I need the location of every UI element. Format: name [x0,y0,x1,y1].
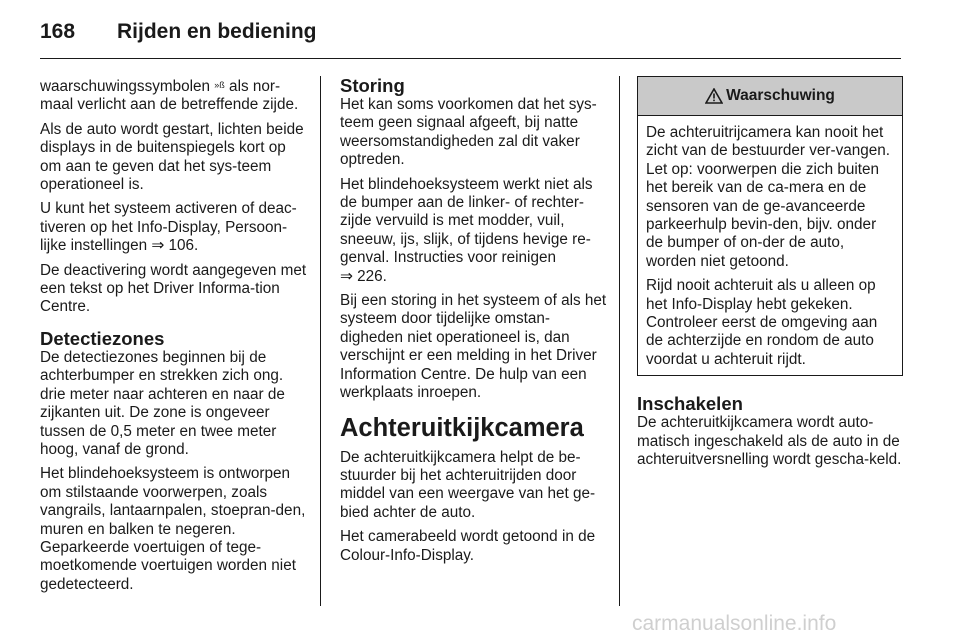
chapter-heading-achteruitkijkcamera: Achteruitkijkcamera [340,413,584,442]
section-heading-storing: Storing [340,75,405,96]
blind-spot-symbol-icon: »ß [214,80,225,90]
paragraph: Bij een storing in het systeem of als het systeem door tijdelijke omstan-digheden niet operationeel is, dan verschijnt er een melding in het Driver Information Centre. De hulp van een werkplaats inroepen. [340,292,607,402]
watermark: carmanualsonline.info [632,612,837,635]
warning-box [637,76,903,376]
text-fragment: als nor-maal verlicht aan de betreffende zijde. [40,78,299,114]
text-fragment: U kunt het systeem activeren of deac-tiveren op het Info-Display, Persoon-lijke instellingen [40,200,297,255]
column-3 [637,76,903,476]
paragraph: De detectiezones beginnen bij de achterbumper en strekken zich ong. drie meter naar achteren en naar de zijkanten uit. De zone is ongeveer tussen de 0,5 meter en twee meter hoog, vanaf de grond. [40,348,285,458]
column-2 [340,76,608,571]
paragraph: De achteruitrijcamera kan nooit het zicht van de bestuurder ver-vangen. Let op: voorwerpen die zich buiten het bereik van de ca-mera en de sensoren van de ge-avanceerde parkeerhulp bevin-den, bijv. onder de bumper of on-der de auto, worden niet getoond. [646,124,891,270]
paragraph: De deactivering wordt aangegeven met een tekst op het Driver Informa-tion Centre. [40,261,307,316]
paragraph [40,76,308,115]
paragraph: De achteruitkijkcamera wordt auto-matisch ingeschakeld als de auto in de achteruitversnelling wordt gescha-keld. [637,414,902,469]
column-divider [320,76,321,606]
text-fragment: waarschuwingssymbolen [40,78,215,95]
paragraph: Het kan soms voorkomen dat het sys-teem geen signaal afgeeft, bij natte weersomstandigheden zal dit vaker optreden. [340,96,597,169]
paragraph [40,200,308,255]
paragraph: De achteruitkijkcamera helpt de be-stuurder bij het achteruitrijden door middel van een weergave van het ge-bied achter de auto. [340,448,596,521]
page-reference-link[interactable]: ⇒ 106. [151,237,199,255]
text-fragment: Het blindehoeksysteem werkt niet als de bumper aan de linker- of rechter-zijde vervuild is met modder, vuil, sneeuw, ijs, slijk, of tijdens hevige re-genval. Instructies voor reinigen [340,175,593,267]
column-1 [40,76,308,600]
warning-title: Waarschuwing [726,86,835,104]
header-rule [40,58,901,59]
page-reference-link[interactable]: ⇒ 226. [340,267,387,285]
paragraph: Het blindehoeksysteem is ontworpen om stilstaande voorwerpen, zoals vangrails, lantaarnpalen, stoepran-den, muren en balken te negeren. Geparkeerde voertuigen of tege-moetkomende voertuigen worden niet gedetecteerd. [40,465,306,593]
paragraph [340,176,608,286]
warning-header [638,77,902,116]
paragraph: Rijd nooit achteruit als u alleen op het Info-Display hebt gekeken. Controleer eerst de omgeving aan de achterzijde en rondom de auto voordat u achteruit rijdt. [646,277,878,368]
section-heading-inschakelen: Inschakelen [637,393,743,415]
paragraph: Het camerabeeld wordt getoond in de Colour-Info-Display. [340,528,596,564]
paragraph: Als de auto wordt gestart, lichten beide displays in de buitenspiegels kort op om aan te geven dat het sys-teem operationeel is. [40,120,304,194]
warning-triangle-icon [705,88,723,104]
page-number: 168 [40,20,76,43]
column-divider [619,76,620,606]
running-title: Rijden en bediening [117,20,317,43]
section-heading-detectiezones: Detectiezones [40,327,165,349]
warning-body [638,116,902,375]
